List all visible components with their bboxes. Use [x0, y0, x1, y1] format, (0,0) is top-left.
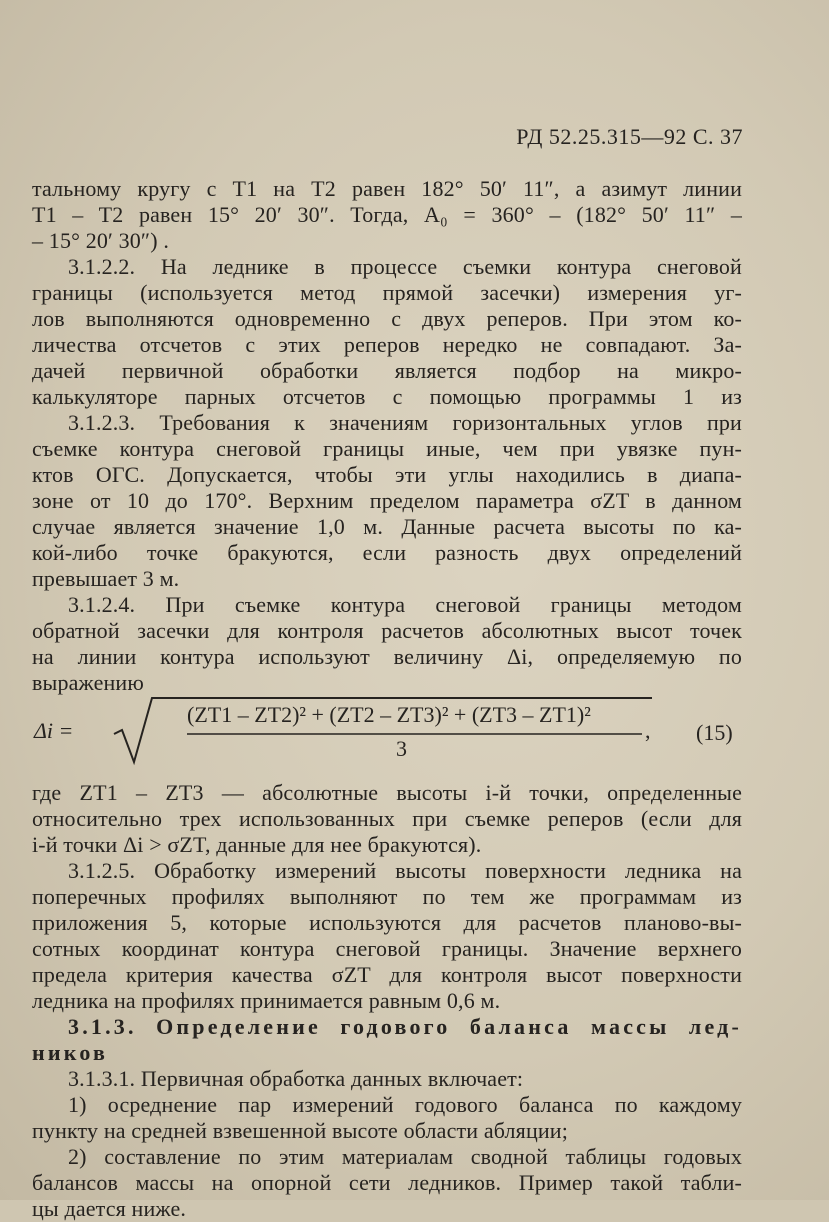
text-line: съемке контура снеговой границы иные, чем при увязке пун- — [32, 436, 742, 461]
text-line: зоне от 10 до 170°. Верхним пределом параметра σZT в данном — [32, 488, 742, 513]
text-line: сотных координат контура снеговой границы. Значение верхнего — [32, 936, 742, 961]
section-heading-cont: ников — [32, 1040, 109, 1065]
paragraph-3-1-2-2: 3.1.2.2. На леднике в процессе съемки контура снеговой — [68, 254, 742, 279]
text-line: кой-либо точке бракуются, если разность двух определений — [32, 540, 742, 565]
text-line: T1 – T2 равен 15° 20′ 30″. Тогда, A₀ = 360° – (182° 50′ 11″ – — [32, 202, 742, 227]
text-line: тальному кругу с T1 на T2 равен 182° 50′ 11″, а азимут линии — [32, 176, 742, 201]
page-header: РД 52.25.315—92 С. 37 — [516, 124, 743, 149]
paragraph-3-1-2-3: 3.1.2.3. Требования к значениям горизонтальных углов при — [68, 410, 742, 435]
text-line: превышает 3 м. — [32, 566, 180, 591]
text-line: калькуляторе парных отсчетов с помощью программы 1 из — [32, 384, 742, 409]
text-line: ледника на профилях принимается равным 0,6 м. — [32, 988, 501, 1013]
formula-comma: , — [645, 718, 651, 743]
formula-lhs: Δi = — [34, 718, 74, 743]
text-line: выражению — [32, 670, 144, 695]
text-line: на линии контура используют величину Δi, определяемую по — [32, 644, 742, 669]
text-line: дачей первичной обработки является подбор на микро- — [32, 358, 742, 383]
text-line: случае является значение 1,0 м. Данные расчета высоты по ка- — [32, 514, 742, 539]
list-item-2: 2) составление по этим материалам сводной таблицы годовых — [68, 1144, 742, 1169]
text-line: цы дается ниже. — [32, 1196, 187, 1221]
text-line: – 15° 20′ 30″) . — [32, 228, 169, 253]
text-line: приложения 5, которые используются для расчетов планово-вы- — [32, 910, 742, 935]
list-item-1: 1) осреднение пар измерений годового баланса по каждому — [68, 1092, 742, 1117]
text-line: ктов ОГС. Допускается, чтобы эти углы находились в диапа- — [32, 462, 742, 487]
text-line: предела критерия качества σZT для контроля высот поверхности — [32, 962, 742, 987]
text-line: поперечных профилях выполняют по тем же программам из — [32, 884, 742, 909]
text-line: балансов массы на опорной сети ледников. Пример такой табли- — [32, 1170, 742, 1195]
paragraph-3-1-2-5: 3.1.2.5. Обработку измерений высоты поверхности ледника на — [68, 858, 742, 883]
text-line: обратной засечки для контроля расчетов абсолютных высот точек — [32, 618, 742, 643]
section-heading-3-1-3: 3.1.3. Определение годового баланса массы лед- — [68, 1014, 742, 1039]
text-line: i-й точки Δi > σZT, данные для нее бракуются). — [32, 832, 482, 857]
formula-denominator: 3 — [396, 736, 407, 761]
text-line: лов выполняются одновременно с двух реперов. При этом ко- — [32, 306, 742, 331]
text-line: пункту на средней взвешенной высоте области абляции; — [32, 1118, 568, 1143]
equation-number: (15) — [696, 720, 733, 745]
formula-numerator: (ZT1 – ZT2)² + (ZT2 – ZT3)² + (ZT3 – ZT1)² — [187, 702, 591, 727]
text-line: где ZT1 – ZT3 — абсолютные высоты i-й точки, определенные — [32, 780, 742, 805]
paragraph-3-1-3-1: 3.1.3.1. Первичная обработка данных включает: — [68, 1066, 524, 1091]
text-line: границы (используется метод прямой засечки) измерения уг- — [32, 280, 742, 305]
paragraph-3-1-2-4: 3.1.2.4. При съемке контура снеговой границы методом — [68, 592, 742, 617]
text-line: относительно трех использованных при съемке реперов (если для — [32, 806, 742, 831]
text-line: личества отсчетов с этих реперов нередко не совпадают. За- — [32, 332, 742, 357]
formula-15 — [32, 690, 742, 770]
